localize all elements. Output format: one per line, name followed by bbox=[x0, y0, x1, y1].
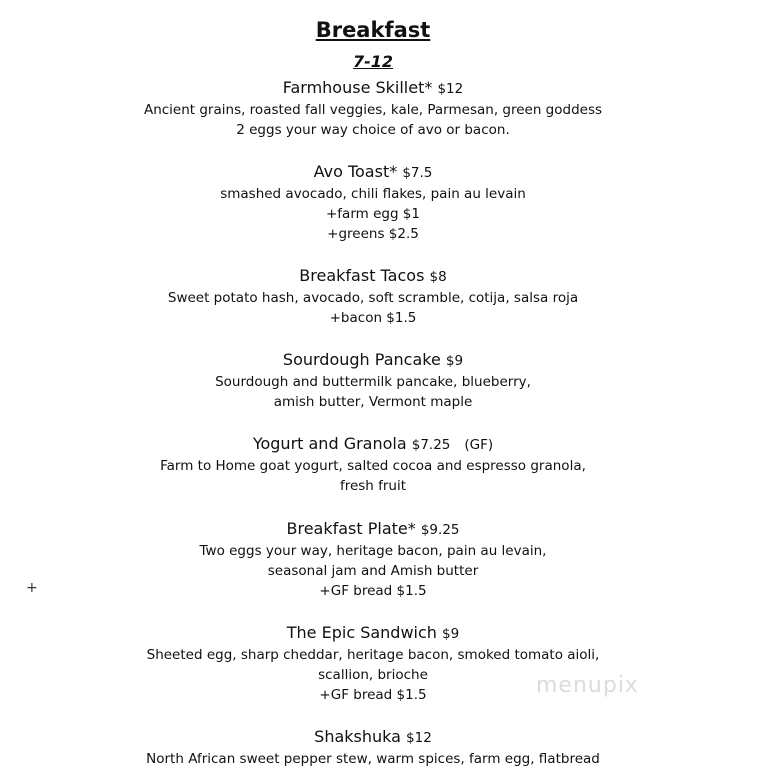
item-description: Sourdough and buttermilk pancake, blueberry, bbox=[215, 374, 531, 390]
menu-item-breakfast-tacos bbox=[0, 265, 746, 328]
item-description: Sheeted egg, sharp cheddar, heritage bacon, smoked tomato aioli, bbox=[146, 647, 600, 663]
item-description: 2 eggs your way choice of avo or bacon. bbox=[236, 122, 510, 138]
item-description: Two eggs your way, heritage bacon, pain au levain, bbox=[199, 543, 547, 559]
item-description: Ancient grains, roasted fall veggies, kale, Parmesan, green goddess bbox=[143, 102, 603, 118]
plus-mark: + bbox=[26, 580, 38, 596]
menu-hours: 7-12 bbox=[352, 52, 394, 71]
item-addon: +GF bread $1.5 bbox=[319, 687, 427, 703]
menu-item-yogurt-granola bbox=[0, 433, 746, 496]
item-heading bbox=[0, 433, 746, 456]
item-description: smashed avocado, chili flakes, pain au levain bbox=[220, 186, 526, 202]
item-description: fresh fruit bbox=[339, 478, 407, 494]
menu-item-avo-toast bbox=[0, 161, 746, 244]
item-heading bbox=[0, 622, 746, 645]
item-price: $12 bbox=[437, 81, 464, 97]
menu-item-breakfast-plate bbox=[0, 518, 746, 601]
watermark: menupix bbox=[536, 673, 639, 698]
item-name: Avo Toast* bbox=[313, 162, 398, 181]
item-name: Yogurt and Granola bbox=[252, 434, 407, 453]
item-name: Breakfast Plate* bbox=[286, 519, 416, 538]
item-heading bbox=[0, 161, 746, 184]
item-name: The Epic Sandwich bbox=[286, 623, 437, 642]
item-description: amish butter, Vermont maple bbox=[273, 394, 473, 410]
item-price: $9.25 bbox=[420, 522, 460, 538]
item-description: seasonal jam and Amish butter bbox=[267, 563, 479, 579]
item-price: $8 bbox=[429, 269, 447, 285]
item-addon: +greens $2.5 bbox=[327, 226, 419, 242]
item-heading bbox=[0, 77, 746, 100]
item-price: $9 bbox=[442, 626, 460, 642]
item-description: Sweet potato hash, avocado, soft scramble, cotija, salsa roja bbox=[167, 290, 579, 306]
item-name: Sourdough Pancake bbox=[282, 350, 441, 369]
item-heading bbox=[0, 265, 746, 288]
item-name: Farmhouse Skillet* bbox=[282, 78, 433, 97]
item-description: Farm to Home goat yogurt, salted cocoa and espresso granola, bbox=[160, 458, 586, 474]
gluten-free-tag: (GF) bbox=[464, 437, 494, 453]
item-price: $7.5 bbox=[402, 165, 433, 181]
menu-title: Breakfast bbox=[315, 18, 431, 42]
item-price: $12 bbox=[406, 730, 432, 746]
item-name: Shakshuka bbox=[314, 727, 401, 746]
item-heading bbox=[0, 349, 746, 372]
menu-item-shakshuka bbox=[0, 726, 746, 769]
item-heading bbox=[0, 518, 746, 541]
item-description: North African sweet pepper stew, warm spices, farm egg, flatbread bbox=[146, 751, 600, 767]
item-addon: +GF bread $1.5 bbox=[319, 583, 427, 599]
menu-item-sourdough-pancake bbox=[0, 349, 746, 412]
item-addon: +farm egg $1 bbox=[325, 206, 420, 222]
item-addon: +bacon $1.5 bbox=[329, 310, 417, 326]
menu-item-farmhouse-skillet bbox=[0, 77, 746, 140]
item-description: scallion, brioche bbox=[318, 667, 428, 683]
item-name: Breakfast Tacos bbox=[299, 266, 425, 285]
item-heading bbox=[0, 726, 746, 749]
item-price: $7.25 bbox=[411, 437, 451, 453]
item-price: $9 bbox=[445, 353, 464, 369]
